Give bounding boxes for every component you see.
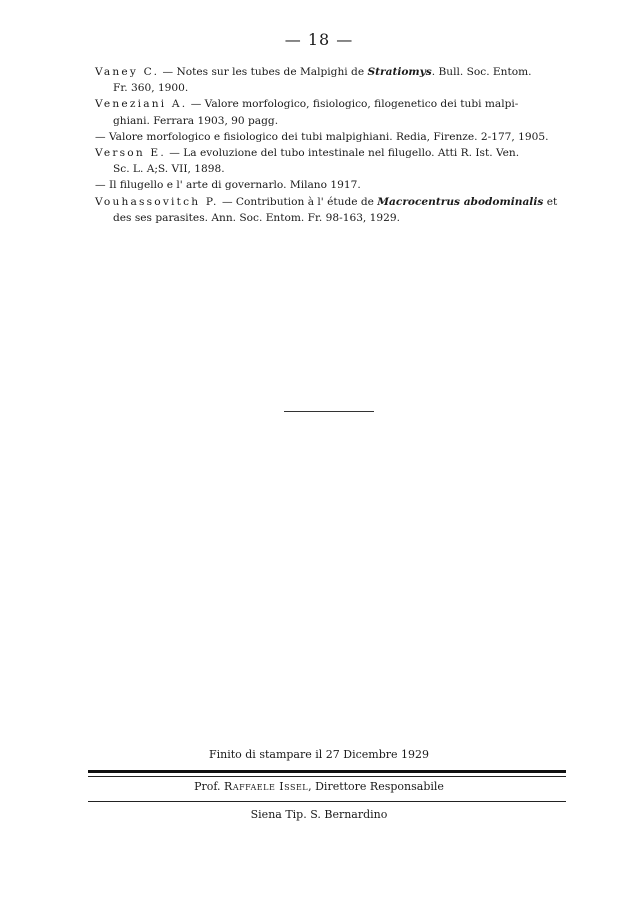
publisher-name: Raffaele Issel: [224, 780, 309, 793]
reference-author: Veneziani A.: [95, 98, 188, 111]
reference-text-end: . Bull. Soc. Entom.: [431, 66, 532, 78]
reference-continuation: des ses parasites. Ann. Soc. Entom. Fr. 98-163, 1929.: [113, 211, 400, 224]
reference-continuation: Sc. L. A;S. VII, 1898.: [113, 163, 225, 176]
print-date: Finito di stampare il 27 Dicembre 1929: [208, 748, 430, 761]
reference-text: — Notes sur les tubes de Malpighi de: [159, 66, 368, 78]
reference-continuation: ghiani. Ferrara 1903, 90 pagg.: [113, 114, 279, 127]
publisher-prefix: Prof.: [194, 780, 225, 793]
reference-entry: [95, 129, 565, 145]
reference-text: — Valore morfologico, fisiologico, filogenetico dei tubi malpi-: [187, 98, 519, 111]
page-number: — 18 —: [284, 30, 354, 49]
bibliography-list: [95, 64, 565, 226]
printer-line: Siena Tip. S. Bernardino: [250, 808, 388, 821]
reference-italic-title: Stratiomys: [367, 66, 432, 78]
reference-entry: [95, 64, 565, 96]
reference-italic-title: Macrocentrus abodominalis: [377, 195, 544, 208]
reference-author: Vouhassovitch P.: [95, 195, 219, 208]
publisher-line: [0, 780, 638, 793]
reference-text: — Valore morfologico e fisiologico dei tubi malpighiani. Redia, Firenze. 2-177, 1905.: [95, 130, 549, 143]
reference-continuation: Fr. 360, 1900.: [113, 82, 189, 95]
colophon-rule-thick: [88, 770, 566, 773]
colophon-rule-thin: [88, 776, 566, 777]
reference-entry: [95, 96, 565, 128]
reference-text: — Il filugello e l' arte di governarlo. Milano 1917.: [95, 179, 361, 192]
reference-text: — La evoluzione del tubo intestinale nel filugello. Atti R. Ist. Ven.: [165, 147, 520, 160]
reference-entry: [95, 194, 565, 226]
reference-entry: [95, 145, 565, 177]
reference-entry: [95, 177, 565, 193]
reference-text: — Contribution à l' étude de: [218, 195, 378, 208]
section-divider: [284, 411, 374, 412]
reference-text-end: et: [543, 195, 558, 208]
colophon-rule-bottom: [88, 801, 566, 802]
publisher-role: , Direttore Responsabile: [308, 780, 444, 793]
reference-author: Verson E.: [95, 147, 166, 160]
reference-author: Vaney C.: [95, 66, 160, 78]
